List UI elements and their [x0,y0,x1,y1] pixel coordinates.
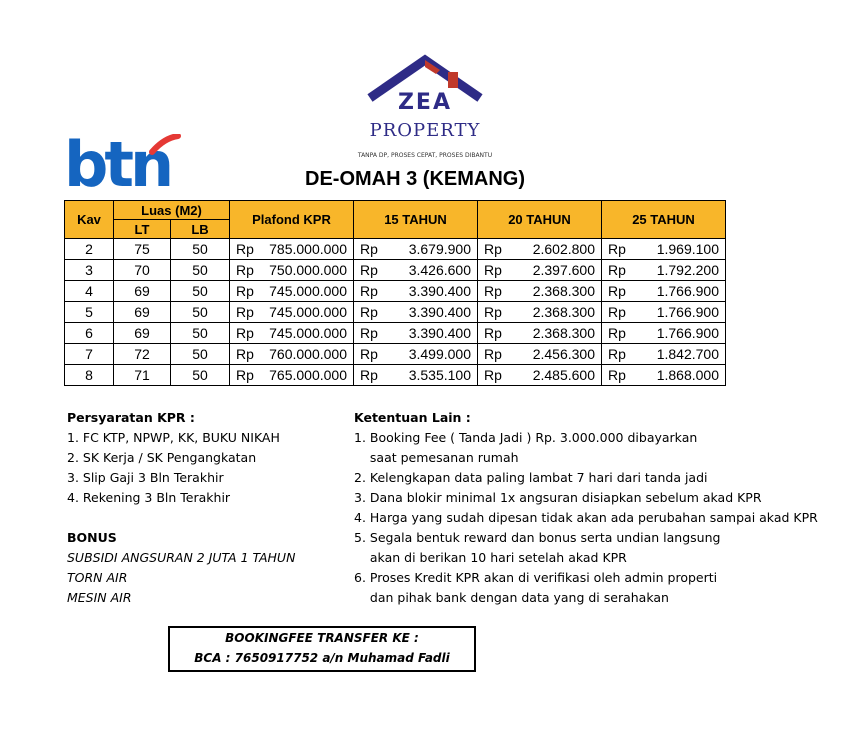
amount-value: 3.679.900 [408,241,471,257]
amount-value: 1.792.200 [656,262,719,278]
list-item: 3. Dana blokir minimal 1x angsuran disiapkan sebelum akad KPR [354,490,762,505]
cell-20-tahun [478,302,602,323]
currency-label: Rp [608,262,626,278]
currency-label: Rp [360,346,378,362]
currency-label: Rp [484,367,502,383]
cell-20-tahun [478,281,602,302]
amount-value: 745.000.000 [269,304,347,320]
list-item: dan pihak bank dengan data yang di serahakan [354,590,669,605]
cell-lb: 50 [171,365,230,386]
currency-label: Rp [484,346,502,362]
cell-lb: 50 [171,281,230,302]
cell-lt: 71 [114,365,171,386]
cell-lt: 70 [114,260,171,281]
currency-label: Rp [360,283,378,299]
currency-label: Rp [608,325,626,341]
header-20-tahun: 20 TAHUN [478,201,602,239]
booking-account: BCA : 7650917752 a/n Muhamad Fadli [194,651,450,665]
amount-value: 750.000.000 [269,262,347,278]
amount-value: 1.766.900 [656,325,719,341]
amount-value: 2.456.300 [532,346,595,362]
cell-lb: 50 [171,323,230,344]
table-row [65,302,726,323]
bonus-heading: BONUS [67,530,117,545]
btn-bank-logo [64,128,182,201]
amount-value: 3.390.400 [408,325,471,341]
cell-kav: 4 [65,281,114,302]
cell-plafond [230,260,354,281]
list-item: TORN AIR [67,570,128,585]
amount-value: 765.000.000 [269,367,347,383]
table-row [65,344,726,365]
brand-subtitle: PROPERTY [369,120,481,141]
cell-kav: 7 [65,344,114,365]
amount-value: 2.368.300 [532,283,595,299]
cell-lb: 50 [171,239,230,260]
cell-15-tahun [354,260,478,281]
currency-label: Rp [236,346,254,362]
cell-kav: 3 [65,260,114,281]
table-row [65,365,726,386]
cell-kav: 2 [65,239,114,260]
currency-label: Rp [360,262,378,278]
currency-label: Rp [236,325,254,341]
cell-plafond [230,323,354,344]
amount-value: 3.390.400 [408,304,471,320]
header-25-tahun: 25 TAHUN [602,201,726,239]
cell-25-tahun [602,239,726,260]
cell-20-tahun [478,344,602,365]
table-row [65,281,726,302]
list-item: 2. Kelengkapan data paling lambat 7 hari dari tanda jadi [354,470,708,485]
amount-value: 1.868.000 [656,367,719,383]
amount-value: 2.602.800 [532,241,595,257]
table-row [65,239,726,260]
header-15-tahun: 15 TAHUN [354,201,478,239]
cell-kav: 8 [65,365,114,386]
cell-25-tahun [602,302,726,323]
currency-label: Rp [236,262,254,278]
cell-25-tahun [602,365,726,386]
cell-20-tahun [478,323,602,344]
cell-plafond [230,344,354,365]
header-lb: LB [171,220,230,239]
amount-value: 3.390.400 [408,283,471,299]
currency-label: Rp [236,283,254,299]
list-item: 4. Rekening 3 Bln Terakhir [67,490,231,505]
currency-label: Rp [484,304,502,320]
cell-20-tahun [478,365,602,386]
zea-property-logo [340,52,510,170]
list-item: MESIN AIR [67,590,132,605]
cell-25-tahun [602,281,726,302]
currency-label: Rp [360,241,378,257]
amount-value: 3.499.000 [408,346,471,362]
header-lt: LT [114,220,171,239]
currency-label: Rp [360,325,378,341]
amount-value: 760.000.000 [269,346,347,362]
list-item: 5. Segala bentuk reward dan bonus serta undian langsung [354,530,721,545]
cell-25-tahun [602,260,726,281]
amount-value: 1.842.700 [656,346,719,362]
ketentuan-heading: Ketentuan Lain : [354,410,471,425]
list-item: 3. Slip Gaji 3 Bln Terakhir [67,470,224,485]
cell-lb: 50 [171,260,230,281]
amount-value: 2.368.300 [532,325,595,341]
currency-label: Rp [484,325,502,341]
cell-15-tahun [354,239,478,260]
currency-label: Rp [608,304,626,320]
persyaratan-heading: Persyaratan KPR : [67,410,195,425]
currency-label: Rp [484,262,502,278]
cell-lb: 50 [171,344,230,365]
booking-heading: BOOKINGFEE TRANSFER KE : [225,631,419,645]
btn-accent-icon [148,134,182,156]
cell-lt: 69 [114,281,171,302]
btn-logo-text: btn [64,128,171,201]
cell-15-tahun [354,323,478,344]
currency-label: Rp [484,241,502,257]
cell-plafond [230,281,354,302]
table-row [65,260,726,281]
table-body [65,239,726,386]
cell-20-tahun [478,260,602,281]
amount-value: 785.000.000 [269,241,347,257]
list-item: 1. Booking Fee ( Tanda Jadi ) Rp. 3.000.000 dibayarkan [354,430,698,445]
currency-label: Rp [608,367,626,383]
cell-lt: 69 [114,302,171,323]
ketentuan-section [354,408,818,608]
cell-25-tahun [602,344,726,365]
cell-plafond [230,302,354,323]
cell-15-tahun [354,365,478,386]
amount-value: 1.766.900 [656,304,719,320]
list-item: akan di berikan 10 hari setelah akad KPR [354,550,627,565]
amount-value: 745.000.000 [269,325,347,341]
cell-lt: 69 [114,323,171,344]
table-row [65,323,726,344]
cell-kav: 5 [65,302,114,323]
amount-value: 745.000.000 [269,283,347,299]
amount-value: 3.535.100 [408,367,471,383]
currency-label: Rp [484,283,502,299]
amount-value: 1.766.900 [656,283,719,299]
cell-lt: 75 [114,239,171,260]
amount-value: 1.969.100 [656,241,719,257]
cell-15-tahun [354,344,478,365]
cell-15-tahun [354,281,478,302]
currency-label: Rp [608,346,626,362]
list-item: 1. FC KTP, NPWP, KK, BUKU NIKAH [67,430,280,445]
currency-label: Rp [608,283,626,299]
list-item: 6. Proses Kredit KPR akan di verifikasi oleh admin properti [354,570,718,585]
list-item: SUBSIDI ANGSURAN 2 JUTA 1 TAHUN [67,550,296,565]
header-kav: Kav [65,201,114,239]
currency-label: Rp [608,241,626,257]
cell-plafond [230,239,354,260]
amount-value: 2.397.600 [532,262,595,278]
currency-label: Rp [236,304,254,320]
amount-value: 2.485.600 [532,367,595,383]
currency-label: Rp [236,241,254,257]
kpr-price-table [64,200,726,386]
currency-label: Rp [236,367,254,383]
header-plafond: Plafond KPR [230,201,354,239]
cell-20-tahun [478,239,602,260]
currency-label: Rp [360,304,378,320]
booking-transfer-box [168,626,476,672]
bonus-section [67,528,295,608]
list-item: saat pemesanan rumah [354,450,519,465]
amount-value: 3.426.600 [408,262,471,278]
header-luas: Luas (M2) [114,201,230,220]
cell-lt: 72 [114,344,171,365]
persyaratan-section [67,408,280,508]
currency-label: Rp [360,367,378,383]
cell-25-tahun [602,323,726,344]
page-title: DE-OMAH 3 (KEMANG) [305,168,525,190]
amount-value: 2.368.300 [532,304,595,320]
brand-name: ZEA [397,90,452,115]
brand-tagline: TANPA DP, PROSES CEPAT, PROSES DIBANTU [357,152,493,159]
cell-kav: 6 [65,323,114,344]
cell-lb: 50 [171,302,230,323]
cell-15-tahun [354,302,478,323]
list-item: 4. Harga yang sudah dipesan tidak akan ada perubahan sampai akad KPR [354,510,818,525]
list-item: 2. SK Kerja / SK Pengangkatan [67,450,257,465]
cell-plafond [230,365,354,386]
